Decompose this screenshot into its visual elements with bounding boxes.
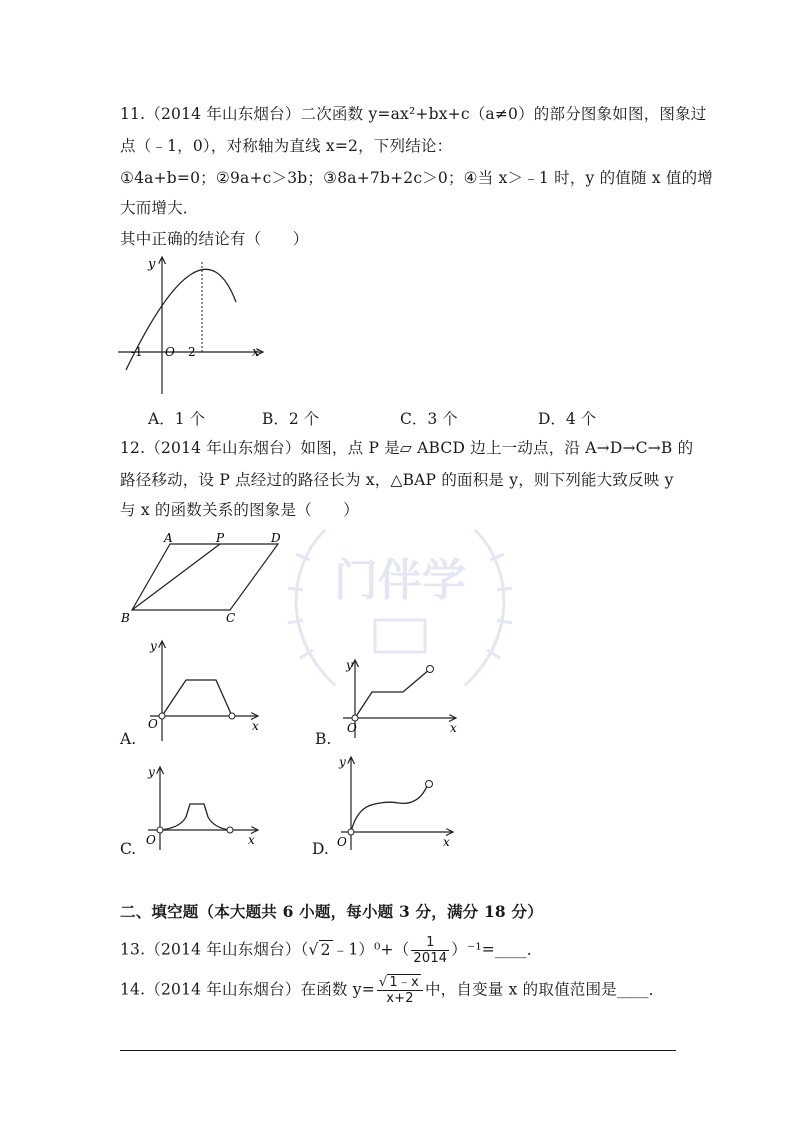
q14-prefix: 14.（2014 年山东烟台）在函数 y=: [120, 980, 375, 999]
q13-line: [120, 935, 542, 966]
q14-frac-num: √ 1﹣x: [377, 975, 423, 991]
q12-choice-a-label: A.: [120, 730, 137, 748]
q11-tick-2: 2: [188, 345, 196, 359]
q14-line: [120, 975, 664, 1006]
choice-c-origin: O: [146, 833, 156, 847]
q11-line-2: 点（﹣1，0），对称轴为直线 x=2，下列结论：: [120, 137, 453, 155]
q14-radicand: 1﹣x: [389, 975, 419, 990]
choice-d-x-label: x: [443, 835, 450, 849]
q11-tick-neg1: -1: [131, 345, 143, 359]
q12-choice-c-graph: [140, 762, 265, 852]
q12-choice-c-label: C.: [120, 840, 137, 858]
q12-choice-a-graph: [140, 636, 265, 746]
q12-parallelogram-figure: [118, 530, 293, 630]
choice-c-y-label: y: [148, 765, 155, 779]
q14-fraction: [377, 975, 423, 1006]
q11-parabola-graph: [118, 252, 278, 397]
watermark-text: 门伴学: [334, 555, 466, 606]
q13-frac-num: 1: [411, 935, 449, 951]
q13-radicand: 2: [320, 940, 331, 959]
q12-choice-b-graph: [338, 655, 463, 740]
q13-sqrt: √ 2: [308, 940, 331, 959]
q11-x-label: x: [252, 345, 260, 360]
q13-mid: ﹣1）⁰+（: [332, 940, 410, 959]
choice-a-y-label: y: [150, 639, 157, 653]
q11-line-1: 11.（2014 年山东烟台）二次函数 y=ax²+bx+c（a≠0）的部分图象如图，图象过: [120, 105, 707, 123]
footer-rule: [120, 1050, 676, 1051]
q11-option-d: D．4 个: [538, 410, 597, 428]
q12-label-d: D: [271, 531, 281, 545]
q14-suffix: 中，自变量 x 的取值范围是____．: [424, 980, 665, 999]
q13-prefix: 13.（2014 年山东烟台）（: [120, 940, 309, 959]
choice-c-x-label: x: [248, 833, 255, 847]
q12-label-a: A: [164, 531, 173, 545]
choice-d-y-label: y: [339, 755, 346, 769]
q12-line-3: 与 x 的函数关系的图象是（ ）: [120, 501, 359, 519]
choice-b-x-label: x: [450, 721, 457, 735]
q11-line-3: ①4a+b=0；②9a+c＞3b；③8a+7b+2c＞0；④当 x＞﹣1 时，y 的值随 x 值的增: [120, 169, 713, 187]
q12-label-c: C: [226, 611, 236, 625]
q13-suffix: ）⁻¹=____．: [451, 940, 543, 959]
choice-b-origin: O: [347, 721, 357, 735]
choice-b-y-label: y: [346, 658, 353, 672]
q12-choice-d-graph: [333, 752, 458, 852]
q12-label-b: B: [121, 611, 130, 625]
choice-d-origin: O: [337, 835, 347, 849]
q11-line-5: 其中正确的结论有（ ）: [120, 230, 309, 248]
choice-a-x-label: x: [252, 719, 259, 733]
choice-a-origin: O: [148, 717, 158, 731]
q13-frac-den: 2014: [413, 951, 448, 966]
q11-line-4: 大而增大．: [120, 199, 199, 217]
q11-origin-label: O: [165, 345, 175, 359]
q12-line-2: 路径移动，设 P 点经过的路径长为 x，△BAP 的面积是 y，则下列能大致反映 y: [120, 471, 674, 489]
q11-option-c: C．3 个: [400, 410, 458, 428]
q14-frac-den: x+2: [386, 991, 414, 1006]
q12-label-p: P: [216, 531, 225, 545]
q11-y-label: y: [148, 257, 156, 272]
q11-option-b: B．2 个: [262, 410, 320, 428]
q11-option-a: A．1 个: [148, 410, 205, 428]
q12-choice-b-label: B.: [315, 730, 332, 748]
section-2-heading: 二、填空题（本大题共 6 小题，每小题 3 分，满分 18 分）: [120, 902, 543, 921]
q12-line-1: 12.（2014 年山东烟台）如图，点 P 是▱ ABCD 边上一动点，沿 A→D→C→B 的: [120, 439, 694, 457]
q12-choice-d-label: D.: [312, 840, 329, 858]
q13-fraction: [411, 935, 449, 966]
